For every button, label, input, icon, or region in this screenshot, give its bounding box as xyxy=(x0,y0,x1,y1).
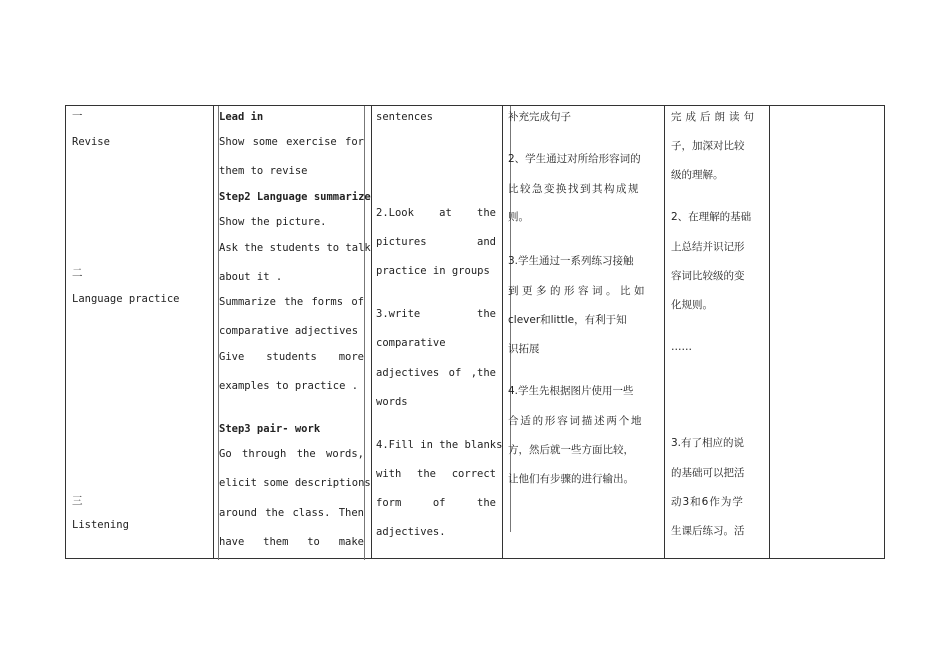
col2-line: Show the picture. xyxy=(219,216,327,228)
col2-line: Ask the students to talk xyxy=(219,242,371,254)
col2-line: them to revise xyxy=(219,165,308,177)
col4-line: 方，然后就一些方面比较， xyxy=(508,444,634,456)
col3-line: 4.Fill in the blanks xyxy=(376,439,503,451)
col2-line: examples to practice . xyxy=(219,380,359,392)
col3-line: sentences xyxy=(376,111,433,123)
section3-label: Listening xyxy=(72,519,129,531)
column-divider xyxy=(213,106,214,558)
col2-line: around the class. Then xyxy=(219,507,364,519)
lesson-table xyxy=(65,105,885,559)
col5-line: 的基础可以把活 xyxy=(671,467,745,479)
col3-line: comparative xyxy=(376,337,446,349)
col4-line: 比较急变换找到其构成规 xyxy=(508,183,640,195)
column-divider xyxy=(664,106,665,558)
col4-line: 3.学生通过一系列练习接触 xyxy=(508,255,634,267)
col3-line: 3.write the xyxy=(376,308,496,320)
col5-line: 上总结并识记形 xyxy=(671,241,745,253)
col2-line: Go through the words, xyxy=(219,448,364,460)
inner-line xyxy=(364,106,365,560)
col4-line: 到更多的形容词。比如 xyxy=(508,285,648,297)
col5-line: 级的理解。 xyxy=(671,169,724,181)
col4-line: clever和little，有利于知 xyxy=(508,314,627,326)
col2-line: elicit some descriptions xyxy=(219,477,371,489)
col5-line: 完成后朗读句 xyxy=(671,111,758,123)
col5-line: 生课后练习。活 xyxy=(671,525,745,537)
col4-line: 4.学生先根据图片使用一些 xyxy=(508,385,634,397)
col2-line: Give students more xyxy=(219,351,364,363)
col4-line: 补充完成句子 xyxy=(508,111,571,123)
col2-line: about it . xyxy=(219,271,283,283)
lead-in-heading: Lead in xyxy=(219,111,264,123)
column-divider xyxy=(502,106,503,558)
col3-line: adjectives. xyxy=(376,526,446,538)
col2-line: Summarize the forms of xyxy=(219,296,364,308)
col5-line: 化规则。 xyxy=(671,299,713,311)
col2-line: Show some exercise for xyxy=(219,136,364,148)
section1-number: 一 xyxy=(72,110,83,122)
step3-heading: Step3 pair- work xyxy=(219,423,321,435)
col3-line: pictures and xyxy=(376,236,496,248)
section2-label: Language practice xyxy=(72,293,180,305)
section1-label: Revise xyxy=(72,136,110,148)
col3-line: adjectives of ,the xyxy=(376,367,496,379)
col5-line: 2、在理解的基础 xyxy=(671,211,752,223)
col5-line: 子，加深对比较 xyxy=(671,140,745,152)
col2-line: have them to make xyxy=(219,536,364,548)
col3-line: with the correct xyxy=(376,468,496,480)
col4-line: 2、学生通过对所给形容词的 xyxy=(508,153,641,165)
section3-number: 三 xyxy=(72,495,83,507)
col4-line: 合适的形容词描述两个地 xyxy=(508,415,644,427)
column-divider xyxy=(769,106,770,558)
col5-ellipsis: …… xyxy=(671,341,692,353)
col3-line: form of the xyxy=(376,497,496,509)
col2-line: comparative adjectives xyxy=(219,325,359,337)
col5-line: 动3和6作为学 xyxy=(671,496,744,508)
step2-heading: Step2 Language summarize xyxy=(219,191,371,203)
col3-line: practice in groups xyxy=(376,265,490,277)
section2-number: 二 xyxy=(72,267,83,279)
column-divider xyxy=(371,106,372,558)
col5-line: 容词比较级的变 xyxy=(671,270,745,282)
col3-line: 2.Look at the xyxy=(376,207,496,219)
col4-line: 让他们有步骤的进行输出。 xyxy=(508,473,634,485)
col5-line: 3.有了相应的说 xyxy=(671,437,745,449)
col3-line: words xyxy=(376,396,408,408)
col4-line: 则。 xyxy=(508,211,529,223)
col4-line: 识拓展 xyxy=(508,343,540,355)
